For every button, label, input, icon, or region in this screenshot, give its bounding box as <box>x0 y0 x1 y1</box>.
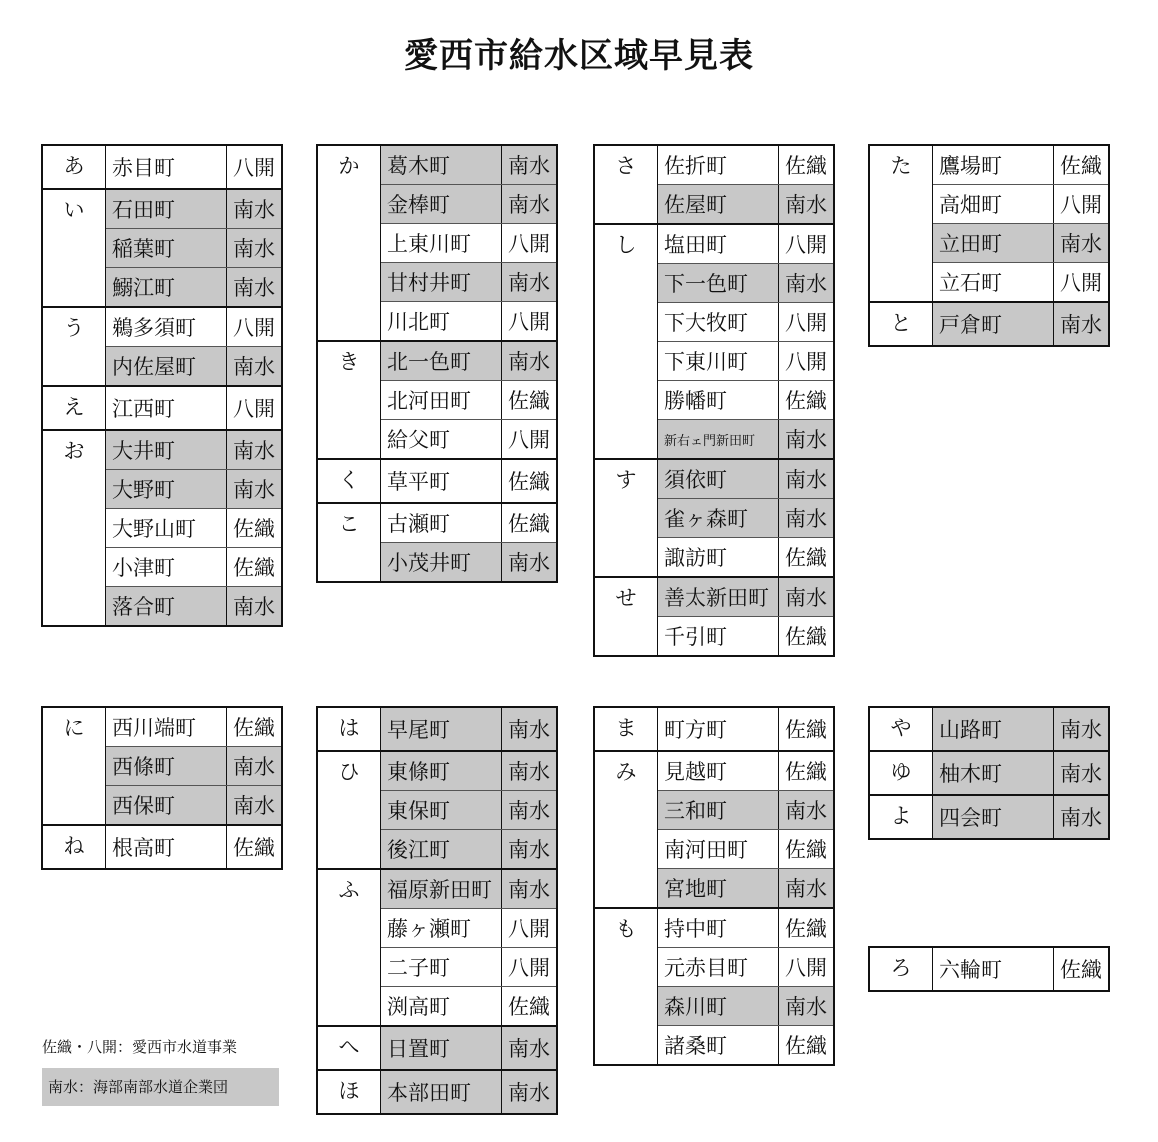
water-supplier: 佐織 <box>502 987 558 1027</box>
town-name: 戸倉町 <box>933 302 1054 346</box>
town-name: 北一色町 <box>381 341 502 381</box>
town-name: 草平町 <box>381 459 502 503</box>
town-name: 元赤目町 <box>658 948 779 987</box>
water-supplier: 八開 <box>779 948 835 987</box>
town-name: 森川町 <box>658 987 779 1026</box>
table-row <box>42 189 282 229</box>
kana-index: と <box>869 302 933 346</box>
town-name: 善太新田町 <box>658 577 779 617</box>
water-supplier: 南水 <box>502 543 558 583</box>
kana-index: く <box>317 459 381 503</box>
town-name: 大野町 <box>106 470 227 509</box>
town-name: 小津町 <box>106 548 227 587</box>
town-name: 下一色町 <box>658 264 779 303</box>
town-name: 金棒町 <box>381 185 502 224</box>
water-supplier: 佐織 <box>1054 145 1110 185</box>
kana-index: え <box>42 386 106 430</box>
water-supplier: 南水 <box>502 185 558 224</box>
water-supplier: 南水 <box>227 786 283 826</box>
water-supplier: 八開 <box>779 342 835 381</box>
town-name: 後江町 <box>381 830 502 870</box>
table-row <box>594 908 834 948</box>
town-name: 早尾町 <box>381 707 502 751</box>
kana-index: し <box>594 224 658 459</box>
table-row <box>317 1070 557 1114</box>
town-name: 佐屋町 <box>658 185 779 225</box>
kana-index: ひ <box>317 751 381 869</box>
town-name: 千引町 <box>658 617 779 657</box>
water-supplier: 八開 <box>1054 263 1110 303</box>
town-name: 立田町 <box>933 224 1054 263</box>
water-supplier: 佐織 <box>779 908 835 948</box>
town-name: 落合町 <box>106 587 227 627</box>
water-supplier: 南水 <box>1054 302 1110 346</box>
town-name: 諏訪町 <box>658 538 779 578</box>
water-supplier: 南水 <box>1054 224 1110 263</box>
town-name: 四会町 <box>933 795 1054 839</box>
kana-index: た <box>869 145 933 302</box>
area-table <box>868 144 1110 347</box>
town-name: 宮地町 <box>658 869 779 909</box>
area-table <box>316 706 558 1115</box>
town-name: 鷹場町 <box>933 145 1054 185</box>
town-name: 稲葉町 <box>106 229 227 268</box>
water-supplier: 八開 <box>502 420 558 460</box>
town-name: 諸桑町 <box>658 1026 779 1066</box>
water-supplier: 南水 <box>502 263 558 302</box>
table-row <box>594 707 834 751</box>
water-supplier: 佐織 <box>502 381 558 420</box>
area-table <box>593 144 835 657</box>
water-supplier: 八開 <box>227 145 283 189</box>
water-supplier: 佐織 <box>227 707 283 747</box>
kana-index: は <box>317 707 381 751</box>
town-name: 三和町 <box>658 791 779 830</box>
town-name: 立石町 <box>933 263 1054 303</box>
area-table <box>868 706 1110 840</box>
area-table <box>593 706 835 1066</box>
water-supplier: 南水 <box>1054 795 1110 839</box>
kana-index: ね <box>42 825 106 869</box>
town-name: 柚木町 <box>933 751 1054 795</box>
table-row <box>594 459 834 499</box>
kana-index: や <box>869 707 933 751</box>
town-name: 山路町 <box>933 707 1054 751</box>
town-name: 藤ヶ瀬町 <box>381 909 502 948</box>
water-supplier: 佐織 <box>779 538 835 578</box>
town-name: 南河田町 <box>658 830 779 869</box>
water-supplier: 佐織 <box>502 503 558 543</box>
table-row <box>317 707 557 751</box>
kana-index: も <box>594 908 658 1065</box>
water-supplier: 佐織 <box>502 459 558 503</box>
town-name: 根高町 <box>106 825 227 869</box>
water-supplier: 南水 <box>502 869 558 909</box>
town-name: 本部田町 <box>381 1070 502 1114</box>
town-name: 西川端町 <box>106 707 227 747</box>
kana-index: か <box>317 145 381 341</box>
town-name: 持中町 <box>658 908 779 948</box>
kana-index: お <box>42 430 106 626</box>
town-name: 北河田町 <box>381 381 502 420</box>
water-supplier: 佐織 <box>227 825 283 869</box>
table-row <box>42 145 282 189</box>
water-supplier: 八開 <box>227 386 283 430</box>
table-row <box>869 947 1109 991</box>
kana-index: よ <box>869 795 933 839</box>
town-name: 町方町 <box>658 707 779 751</box>
kana-index: ま <box>594 707 658 751</box>
town-name: 上東川町 <box>381 224 502 263</box>
table-row <box>42 307 282 347</box>
water-supplier: 南水 <box>502 707 558 751</box>
table-row <box>42 707 282 747</box>
table-row <box>317 869 557 909</box>
water-supplier: 八開 <box>502 302 558 342</box>
water-supplier: 南水 <box>779 420 835 460</box>
water-supplier: 南水 <box>227 747 283 786</box>
kana-index: こ <box>317 503 381 582</box>
town-name: 日置町 <box>381 1026 502 1070</box>
table-row <box>594 145 834 185</box>
legend-text-nansui: 南水：海部南部水道企業団 <box>42 1068 279 1106</box>
table-row <box>317 503 557 543</box>
table-row <box>594 577 834 617</box>
town-name: 東保町 <box>381 791 502 830</box>
table-row <box>42 430 282 470</box>
water-supplier: 八開 <box>779 303 835 342</box>
town-name: 六輪町 <box>933 947 1054 991</box>
kana-index: き <box>317 341 381 459</box>
water-supplier: 南水 <box>502 791 558 830</box>
town-name: 佐折町 <box>658 145 779 185</box>
area-table <box>41 144 283 627</box>
water-supplier: 八開 <box>1054 185 1110 224</box>
kana-index: に <box>42 707 106 825</box>
water-supplier: 八開 <box>779 224 835 264</box>
table-row <box>317 459 557 503</box>
water-supplier: 南水 <box>779 264 835 303</box>
town-name: 西條町 <box>106 747 227 786</box>
water-supplier: 南水 <box>779 987 835 1026</box>
water-supplier: 佐織 <box>779 617 835 657</box>
town-name: 江西町 <box>106 386 227 430</box>
town-name: 内佐屋町 <box>106 347 227 387</box>
table-row <box>869 707 1109 751</box>
water-supplier: 南水 <box>502 1026 558 1070</box>
water-supplier: 佐織 <box>779 381 835 420</box>
town-name: 高畑町 <box>933 185 1054 224</box>
water-supplier: 佐織 <box>779 707 835 751</box>
table-row <box>317 1026 557 1070</box>
town-name: 給父町 <box>381 420 502 460</box>
table-row <box>42 825 282 869</box>
legend-text-suishu: 佐織・八開：愛西市水道事業 <box>42 1038 238 1056</box>
area-table <box>868 946 1110 992</box>
town-name: 東條町 <box>381 751 502 791</box>
town-name: 大井町 <box>106 430 227 470</box>
water-supplier: 佐織 <box>779 1026 835 1066</box>
kana-index: ろ <box>869 947 933 991</box>
water-supplier: 八開 <box>227 307 283 347</box>
water-supplier: 佐織 <box>779 145 835 185</box>
kana-index: う <box>42 307 106 386</box>
town-name: 新右ェ門新田町 <box>658 420 779 460</box>
page-title: 愛西市給水区域早見表 <box>404 36 754 76</box>
town-name: 渕高町 <box>381 987 502 1027</box>
town-name: 下大牧町 <box>658 303 779 342</box>
water-supplier: 南水 <box>227 268 283 308</box>
town-name: 下東川町 <box>658 342 779 381</box>
water-supplier: 南水 <box>779 869 835 909</box>
town-name: 鰯江町 <box>106 268 227 308</box>
town-name: 赤目町 <box>106 145 227 189</box>
area-table <box>41 706 283 870</box>
table-row <box>869 751 1109 795</box>
water-supplier: 南水 <box>227 347 283 387</box>
kana-index: ふ <box>317 869 381 1026</box>
water-supplier: 南水 <box>502 751 558 791</box>
table-row <box>594 751 834 791</box>
town-name: 小茂井町 <box>381 543 502 583</box>
water-supplier: 南水 <box>502 830 558 870</box>
kana-index: ほ <box>317 1070 381 1114</box>
water-supplier: 南水 <box>779 185 835 225</box>
water-supplier: 南水 <box>779 577 835 617</box>
town-name: 大野山町 <box>106 509 227 548</box>
kana-index: み <box>594 751 658 908</box>
table-row <box>317 751 557 791</box>
water-supplier: 南水 <box>502 145 558 185</box>
area-table <box>316 144 558 583</box>
water-supplier: 佐織 <box>779 751 835 791</box>
water-supplier: 佐織 <box>227 509 283 548</box>
town-name: 鵜多須町 <box>106 307 227 347</box>
town-name: 西保町 <box>106 786 227 826</box>
water-supplier: 南水 <box>779 499 835 538</box>
water-supplier: 南水 <box>227 587 283 627</box>
town-name: 葛木町 <box>381 145 502 185</box>
town-name: 石田町 <box>106 189 227 229</box>
kana-index: せ <box>594 577 658 656</box>
kana-index: さ <box>594 145 658 224</box>
kana-index: ゆ <box>869 751 933 795</box>
water-supplier: 南水 <box>502 341 558 381</box>
water-supplier: 南水 <box>227 470 283 509</box>
table-row <box>869 795 1109 839</box>
town-name: 見越町 <box>658 751 779 791</box>
town-name: 古瀬町 <box>381 503 502 543</box>
table-row <box>594 224 834 264</box>
town-name: 塩田町 <box>658 224 779 264</box>
kana-index: へ <box>317 1026 381 1070</box>
table-row <box>317 145 557 185</box>
table-row <box>317 341 557 381</box>
table-row <box>869 302 1109 346</box>
town-name: 甘村井町 <box>381 263 502 302</box>
water-supplier: 佐織 <box>779 830 835 869</box>
town-name: 須依町 <box>658 459 779 499</box>
water-supplier: 佐織 <box>227 548 283 587</box>
table-row <box>42 386 282 430</box>
water-supplier: 南水 <box>779 791 835 830</box>
water-supplier: 八開 <box>502 909 558 948</box>
kana-index: い <box>42 189 106 307</box>
water-supplier: 南水 <box>502 1070 558 1114</box>
water-supplier: 佐織 <box>1054 947 1110 991</box>
kana-index: す <box>594 459 658 577</box>
water-supplier: 八開 <box>502 948 558 987</box>
town-name: 川北町 <box>381 302 502 342</box>
town-name: 二子町 <box>381 948 502 987</box>
water-supplier: 南水 <box>227 229 283 268</box>
water-supplier: 南水 <box>779 459 835 499</box>
water-supplier: 南水 <box>227 189 283 229</box>
water-supplier: 南水 <box>1054 707 1110 751</box>
water-supplier: 八開 <box>502 224 558 263</box>
town-name: 福原新田町 <box>381 869 502 909</box>
water-supplier: 南水 <box>1054 751 1110 795</box>
water-supplier: 南水 <box>227 430 283 470</box>
town-name: 勝幡町 <box>658 381 779 420</box>
town-name: 雀ヶ森町 <box>658 499 779 538</box>
table-row <box>869 145 1109 185</box>
kana-index: あ <box>42 145 106 189</box>
